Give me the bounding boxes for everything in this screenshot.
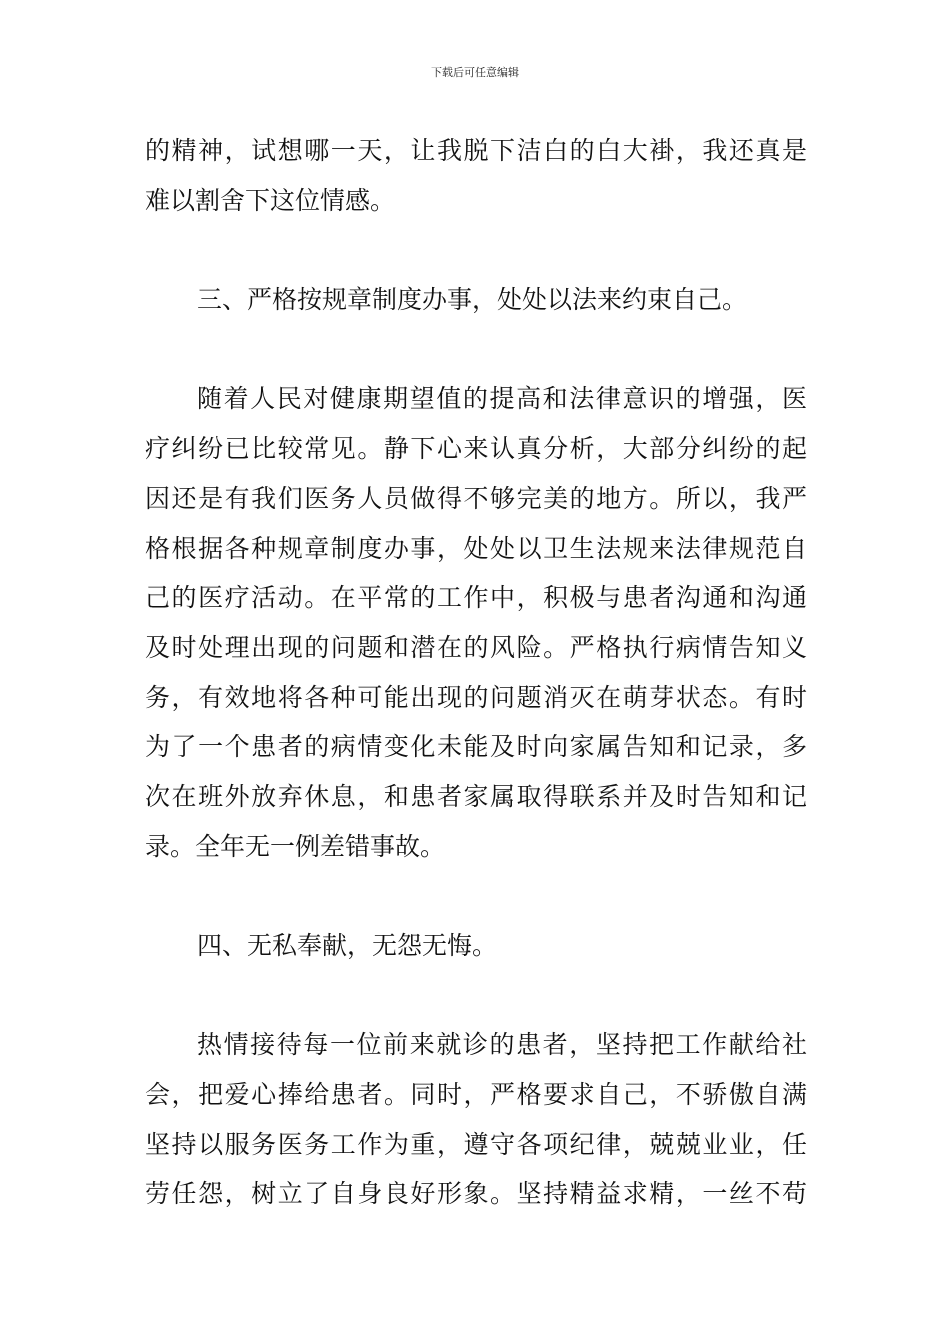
page-header: 下载后可任意编辑: [431, 66, 519, 79]
text-line: 因还是有我们医务人员做得不够完美的地方。所以，我严: [145, 483, 807, 513]
text-line: 及时处理出现的问题和潜在的风险。严格执行病情告知义: [145, 632, 807, 662]
section-heading-4: 四、无私奉献，无怨无悔。: [197, 931, 498, 960]
text-line: 格根据各种规章制度办事，处处以卫生法规来法律规范自: [145, 533, 807, 563]
paragraph-spacer: [145, 325, 807, 375]
text-line: 的精神，试想哪一天，让我脱下洁白的白大褂，我还真是: [145, 136, 807, 165]
paragraph-spacer: [145, 871, 807, 921]
paragraph-continuation: [145, 126, 807, 225]
text-line: 热情接待每一位前来就诊的患者，坚持把工作献给社: [197, 1030, 807, 1060]
text-line: 坚持以服务医务工作为重，遵守各项纪律，兢兢业业，任: [145, 1129, 807, 1159]
document-body: [145, 126, 807, 1219]
paragraph-spacer: [145, 971, 807, 1021]
text-line: 随着人民对健康期望值的提高和法律意识的增强，医: [197, 384, 807, 414]
paragraph-medical-disputes: [145, 374, 807, 871]
text-line: 务，有效地将各种可能出现的问题消灭在萌芽状态。有时: [145, 682, 807, 712]
text-line: 录。全年无一例差错事故。: [145, 831, 446, 861]
section-heading-3: 三、严格按规章制度办事，处处以法来约束自己。: [197, 285, 748, 315]
text-line: 劳任怨，树立了自身良好形象。坚持精益求精，一丝不苟: [145, 1179, 807, 1209]
paragraph-spacer: [145, 225, 807, 275]
text-line: 难以割舍下这位情感。: [145, 185, 396, 215]
text-line: 己的医疗活动。在平常的工作中，积极与患者沟通和沟通: [145, 583, 807, 613]
text-line: 次在班外放弃休息，和患者家属取得联系并及时告知和记: [145, 781, 807, 811]
text-line: 疗纠纷已比较常见。静下心来认真分析，大部分纠纷的起: [145, 434, 807, 464]
text-line: 为了一个患者的病情变化未能及时向家属告知和记录，多: [145, 732, 807, 762]
paragraph-dedication: [145, 1020, 807, 1219]
text-line: 会，把爱心捧给患者。同时，严格要求自己，不骄傲自满: [145, 1080, 807, 1110]
